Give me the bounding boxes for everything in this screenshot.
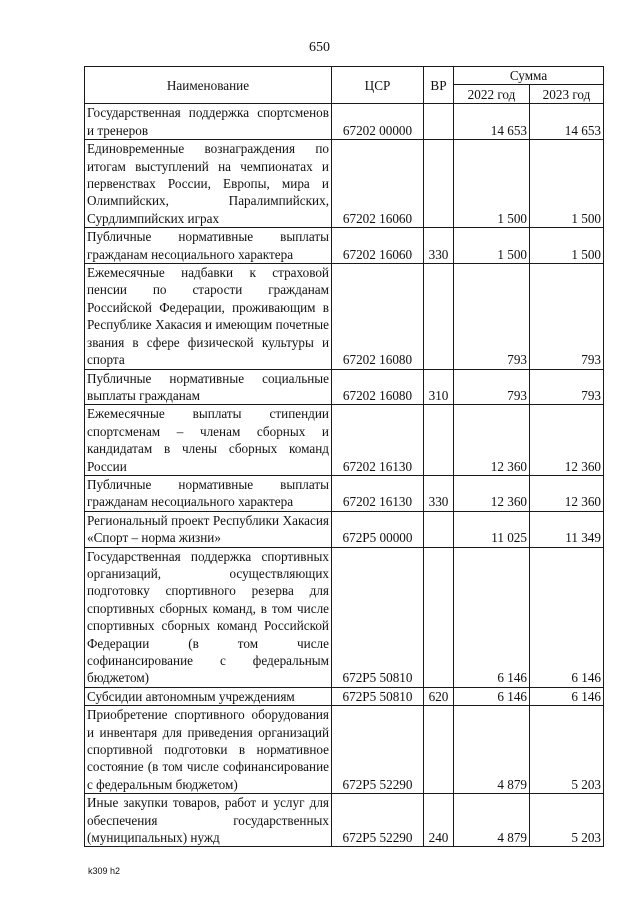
table-row [85,228,604,264]
row-csr: 67202 16130 [332,405,424,476]
row-name: Публичные нормативные выплаты гражданам несоциального характера [85,228,332,264]
row-amount-2023: 11 349 [530,511,604,547]
table-row [85,369,604,405]
row-amount-2022: 12 360 [454,475,530,511]
row-amount-2022: 6 146 [454,547,530,687]
header-sum: Сумма [454,67,604,85]
row-name: Ежемесячные надбавки к страховой пенсии по старости гражданам Российской Федерации, проживающим в Республике Хакасия и имеющим почетные звания в сфере физической культуры и спорта [85,264,332,369]
table-row [85,264,604,369]
row-amount-2023: 1 500 [530,140,604,228]
row-amount-2022: 4 879 [454,706,530,794]
row-amount-2023: 12 360 [530,475,604,511]
row-amount-2023: 6 146 [530,687,604,705]
row-vr [424,511,454,547]
row-name: Государственная поддержка спортивных организаций, осуществляющих подготовку спортивного резерва для спортивных сборных команд, в том числе спортивных сборных команд Российской Федерации (в том числе софинансирование с федеральным бюджетом) [85,547,332,687]
row-vr [424,104,454,140]
row-name: Субсидии автономным учреждениям [85,687,332,705]
budget-table [84,66,604,847]
row-vr [424,706,454,794]
table-row [85,687,604,705]
header-vr: ВР [424,67,454,104]
row-vr: 240 [424,794,454,847]
table-row [85,706,604,794]
row-vr: 330 [424,228,454,264]
row-csr: 672P5 52290 [332,794,424,847]
row-csr: 67202 16080 [332,264,424,369]
table-row [85,511,604,547]
row-csr: 672P5 50810 [332,547,424,687]
footer-code: k309 h2 [88,866,121,876]
row-amount-2023: 12 360 [530,405,604,476]
row-amount-2023: 14 653 [530,104,604,140]
page-number: 650 [309,40,330,55]
row-csr: 67202 16130 [332,475,424,511]
row-amount-2022: 11 025 [454,511,530,547]
header-year-2023: 2023 год [530,85,604,104]
row-amount-2022: 793 [454,369,530,405]
row-csr: 67202 16060 [332,140,424,228]
row-vr [424,140,454,228]
row-amount-2022: 793 [454,264,530,369]
table-row [85,547,604,687]
row-amount-2022: 12 360 [454,405,530,476]
row-csr: 672P5 52290 [332,706,424,794]
header-name: Наименование [85,67,332,104]
row-name: Публичные нормативные выплаты гражданам несоциального характера [85,475,332,511]
row-name: Региональный проект Республики Хакасия «Спорт – норма жизни» [85,511,332,547]
row-vr: 330 [424,475,454,511]
row-amount-2022: 4 879 [454,794,530,847]
row-name: Государственная поддержка спортсменов и тренеров [85,104,332,140]
row-name: Ежемесячные выплаты стипендии спортсменам – членам сборных и кандидатам в члены сборных команд России [85,405,332,476]
row-csr: 67202 00000 [332,104,424,140]
row-vr: 620 [424,687,454,705]
row-csr: 672P5 00000 [332,511,424,547]
row-name: Приобретение спортивного оборудования и инвентаря для приведения организаций спортивной подготовки в нормативное состояние (в том числе софинансирование с федеральным бюджетом) [85,706,332,794]
row-amount-2023: 6 146 [530,547,604,687]
table-row [85,104,604,140]
row-amount-2022: 1 500 [454,140,530,228]
row-csr: 672P5 50810 [332,687,424,705]
header-year-2022: 2022 год [454,85,530,104]
row-name: Иные закупки товаров, работ и услуг для обеспечения государственных (муниципальных) нужд [85,794,332,847]
table-row [85,794,604,847]
row-amount-2022: 6 146 [454,687,530,705]
table-row [85,140,604,228]
row-amount-2023: 1 500 [530,228,604,264]
row-amount-2023: 5 203 [530,706,604,794]
row-vr: 310 [424,369,454,405]
row-amount-2022: 14 653 [454,104,530,140]
table-row [85,475,604,511]
row-vr [424,264,454,369]
row-vr [424,405,454,476]
row-csr: 67202 16080 [332,369,424,405]
row-csr: 67202 16060 [332,228,424,264]
row-amount-2022: 1 500 [454,228,530,264]
header-csr: ЦСР [332,67,424,104]
row-amount-2023: 793 [530,264,604,369]
row-amount-2023: 793 [530,369,604,405]
row-amount-2023: 5 203 [530,794,604,847]
row-vr [424,547,454,687]
row-name: Публичные нормативные социальные выплаты гражданам [85,369,332,405]
table-row [85,405,604,476]
row-name: Единовременные вознаграждения по итогам выступлений на чемпионатах и первенствах России, Европы, мира и Олимпийских, Паралимпийских, Сурдлимпийских играх [85,140,332,228]
